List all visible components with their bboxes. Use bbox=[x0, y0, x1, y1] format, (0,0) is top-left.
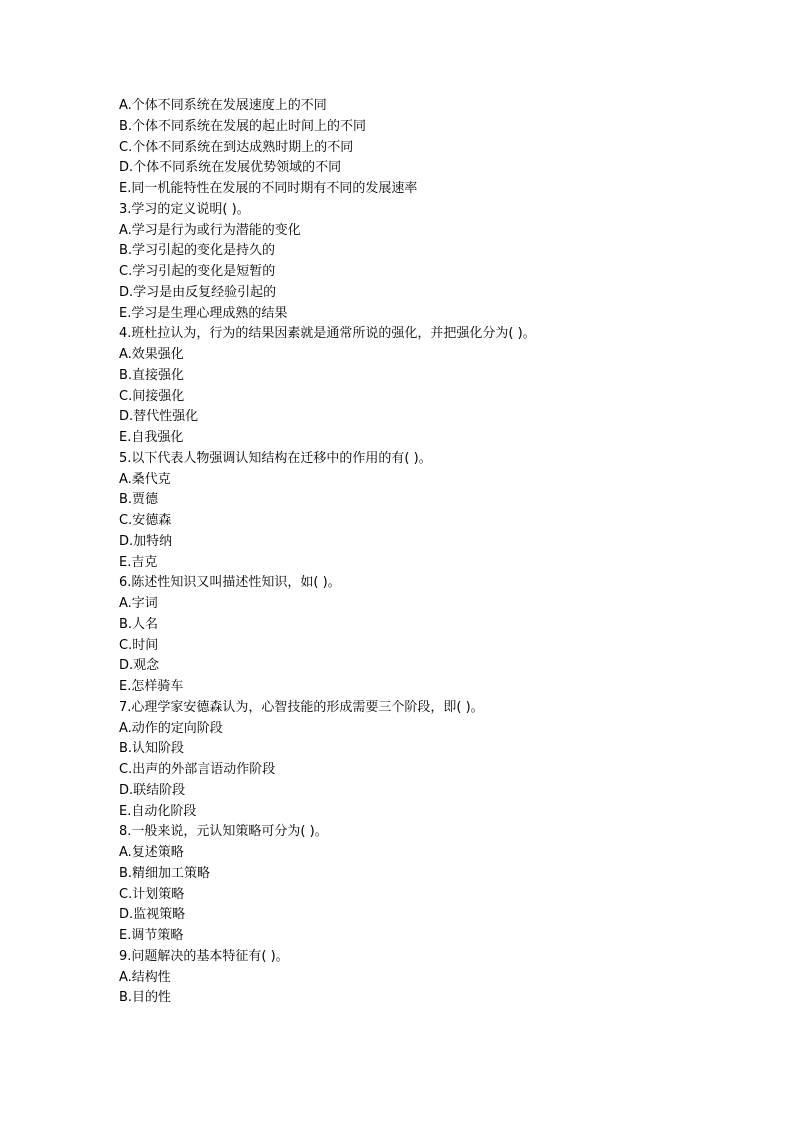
option-line: A.个体不同系统在发展速度上的不同 bbox=[119, 98, 327, 113]
option-line: A.动作的定向阶段 bbox=[119, 720, 223, 736]
option-line: A.桑代克 bbox=[119, 471, 171, 487]
option-line: B.人名 bbox=[119, 616, 159, 632]
option-line: C.学习引起的变化是短暂的 bbox=[119, 264, 276, 279]
question-line: 7.心理学家安德森认为，心智技能的形成需要三个阶段，即( )。 bbox=[119, 699, 484, 715]
option-line: E.自我强化 bbox=[119, 430, 184, 445]
option-line: C.出声的外部言语动作阶段 bbox=[119, 762, 276, 777]
option-line: E.调节策略 bbox=[119, 928, 184, 943]
option-line: D.监视策略 bbox=[119, 907, 186, 923]
option-line: B.认知阶段 bbox=[119, 741, 185, 757]
option-line: C.间接强化 bbox=[119, 388, 185, 404]
option-line: B.学习引起的变化是持久的 bbox=[119, 243, 276, 259]
option-line: E.自动化阶段 bbox=[119, 803, 197, 819]
option-line: E.学习是生理心理成熟的结果 bbox=[119, 305, 288, 321]
question-line: 4.班杜拉认为，行为的结果因素就是通常所说的强化，并把强化分为( )。 bbox=[119, 326, 536, 342]
option-line: D.加特纳 bbox=[119, 533, 173, 549]
document-body bbox=[119, 96, 759, 1009]
option-line: B.目的性 bbox=[119, 990, 172, 1006]
option-line: A.复述策略 bbox=[119, 845, 184, 860]
option-line: B.精细加工策略 bbox=[119, 865, 211, 881]
option-line: C.时间 bbox=[119, 637, 159, 653]
option-line: A.效果强化 bbox=[119, 347, 184, 362]
question-line: 8.一般来说，元认知策略可分为( )。 bbox=[119, 824, 328, 840]
question-line: 3.学习的定义说明( )。 bbox=[119, 201, 250, 217]
option-line: B.个体不同系统在发展的起止时间上的不同 bbox=[119, 118, 367, 134]
option-line: E.怎样骑车 bbox=[119, 679, 184, 694]
option-line: A.结构性 bbox=[119, 969, 171, 985]
option-line: A.字词 bbox=[119, 596, 158, 611]
option-line: D.观念 bbox=[119, 658, 160, 674]
option-line: E.同一机能特性在发展的不同时期有不同的发展速率 bbox=[119, 181, 418, 196]
option-line: D.学习是由反复经验引起的 bbox=[119, 284, 277, 300]
option-line: C.安德森 bbox=[119, 513, 172, 528]
option-line: D.联结阶段 bbox=[119, 782, 186, 798]
option-line: B.贾德 bbox=[119, 492, 159, 508]
question-line: 9.问题解决的基本特征有( )。 bbox=[119, 948, 289, 964]
option-line: E.吉克 bbox=[119, 554, 158, 570]
option-line: C.个体不同系统在到达成熟时期上的不同 bbox=[119, 139, 354, 155]
option-line: D.个体不同系统在发展优势领域的不同 bbox=[119, 160, 342, 176]
option-line: B.直接强化 bbox=[119, 367, 185, 383]
option-line: D.替代性强化 bbox=[119, 409, 199, 425]
question-line: 5.以下代表人物强调认知结构在迁移中的作用的有( )。 bbox=[119, 450, 432, 466]
question-line: 6.陈述性知识又叫描述性知识，如( )。 bbox=[119, 575, 341, 591]
option-line: A.学习是行为或行为潜能的变化 bbox=[119, 222, 301, 238]
option-line: C.计划策略 bbox=[119, 886, 185, 902]
